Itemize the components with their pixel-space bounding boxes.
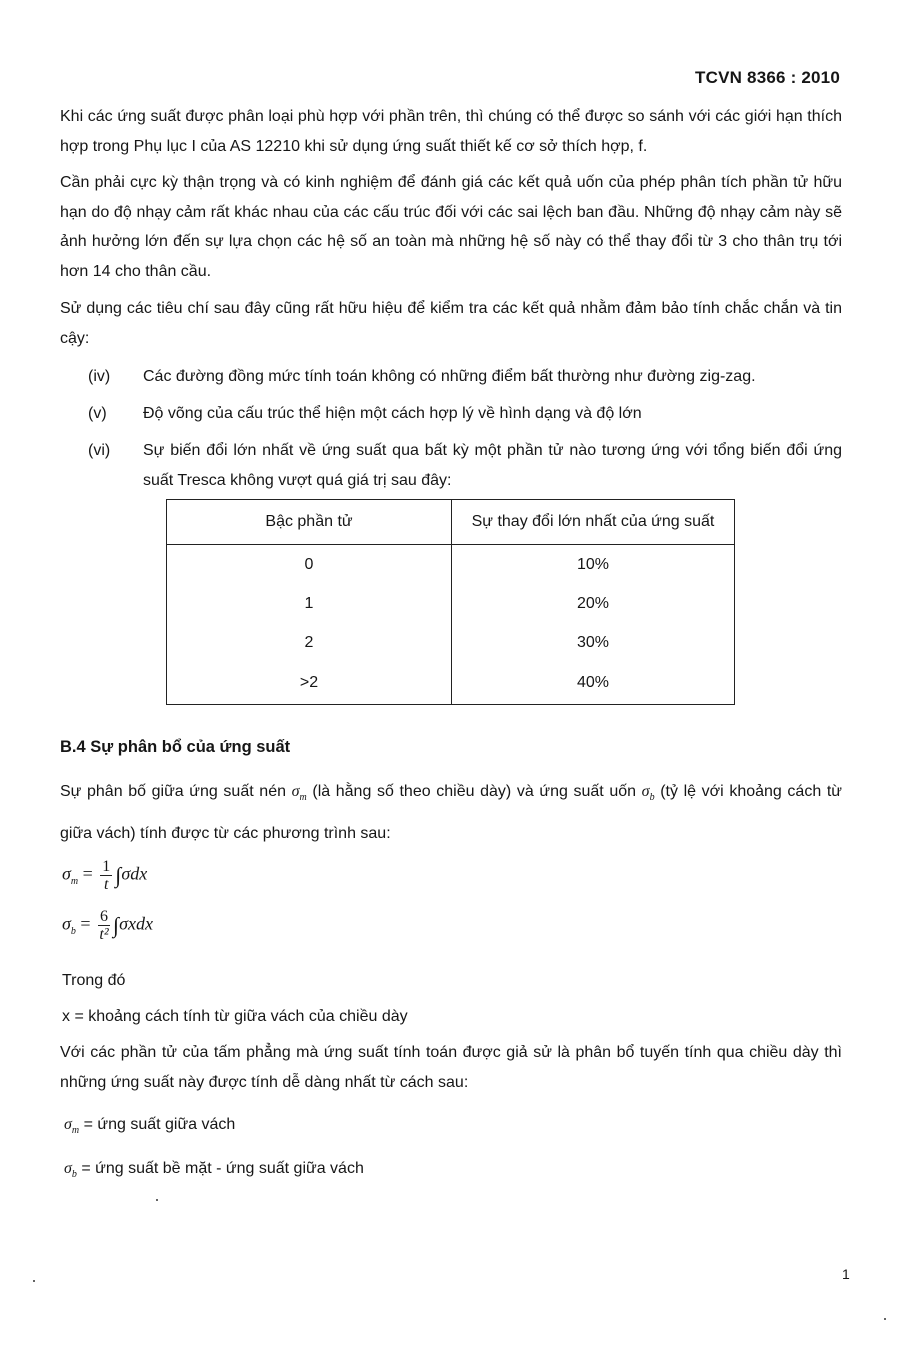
table-cell-order: 2 <box>167 623 452 662</box>
table-row <box>167 584 735 623</box>
table-row <box>167 545 735 585</box>
criteria-item <box>88 362 842 392</box>
section-heading: B.4 Sự phân bổ của ứng suất <box>60 738 291 756</box>
table-header-row <box>167 500 735 545</box>
scan-speck <box>156 1199 158 1201</box>
intro-text-c: (tỷ lệ với khoảng cách từ giữa vách) tính được từ các phương trình sau: <box>60 783 842 843</box>
criteria-text: Sự biến đổi lớn nhất về ứng suất qua bất kỳ một phần tử nào tương ứng với tổng biến đổi ứng suất Tresca không vượt quá giá trị sau đây: <box>143 442 842 489</box>
table-cell-order: >2 <box>167 662 452 705</box>
formula-bending-stress: $\sigma_b$ = $\frac{6}{\text{t²}}$ ∫σxdx <box>62 908 153 943</box>
symbol-sigma-b: $\sigma_b$ <box>641 783 655 804</box>
table-cell-order: 0 <box>167 545 452 585</box>
paragraph-stress-distribution <box>60 774 842 852</box>
criteria-text: Độ võng của cấu trúc thể hiện một cách hợp lý về hình dạng và độ lớn <box>143 405 642 422</box>
definition-sigma-m: $\sigma_m$ = ứng suất giữa vách <box>64 1116 236 1137</box>
document-standard-code: TCVN 8366 : 2010 <box>695 68 840 87</box>
paragraph-stress-comparison: Khi các ứng suất được phân loại phù hợp với phần trên, thì chúng có thể được so sánh với các giới hạn thích hợp trong Phụ lục I của AS 12210 khi sử dụng ứng suất thiết kế cơ sở thích hợp, f. <box>60 108 842 155</box>
column-header-max-stress-change: Sự thay đổi lớn nhất của ứng suất <box>452 500 735 545</box>
formula-membrane-stress: $\sigma_m$ = $\frac{1}{t}$ ∫σdx <box>62 858 148 893</box>
symbol-sigma-m: $\sigma_m$ <box>291 783 307 804</box>
where-label: Trong đó <box>62 972 126 989</box>
paragraph-criteria-intro: Sử dụng các tiêu chí sau đây cũng rất hữu hiệu để kiểm tra các kết quả nhằm đảm bảo tính chắc chắn và tin cậy: <box>60 300 842 347</box>
table-cell-change: 20% <box>576 594 610 612</box>
table-cell-change: 10% <box>576 555 610 573</box>
criteria-text: Các đường đồng mức tính toán không có những điểm bất thường như đường zig-zag. <box>143 368 756 385</box>
paragraph-flat-plate: Với các phần tử của tấm phẳng mà ứng suất tính toán được giả sử là phân bổ tuyến tính qua chiều dày thì những ứng suất này được tính dễ dàng nhất từ cách sau: <box>60 1044 842 1091</box>
scan-speck <box>33 1280 35 1282</box>
table-row <box>167 623 735 662</box>
criteria-number: (iv) <box>88 368 111 385</box>
criteria-number: (vi) <box>88 442 111 459</box>
definition-sigma-b: $\sigma_b$ = ứng suất bề mặt - ứng suất giữa vách <box>64 1160 364 1181</box>
criteria-number: (v) <box>88 405 107 422</box>
paragraph-bending-sensitivity: Cần phải cực kỳ thận trọng và có kinh nghiệm để đánh giá các kết quả uốn của phép phân tích phần tử hữu hạn do độ nhạy cảm rất khác nhau của các cấu trúc đối với các sai lệch ban đầu. Những độ nhạy cảm này sẽ ảnh hưởng lớn đến sự lựa chọn các hệ số an toàn mà những hệ số này có thể thay đổi từ 3 cho thân trụ tới hơn 14 cho thân cầu. <box>60 174 842 280</box>
scan-speck <box>884 1318 886 1320</box>
criteria-item <box>88 436 842 496</box>
table-cell-change: 40% <box>576 674 610 691</box>
criteria-item <box>88 399 842 429</box>
page-number: 1 <box>842 1266 850 1282</box>
x-definition: x = khoảng cách tính từ giữa vách của chiều dày <box>62 1008 408 1025</box>
table-cell-change: 30% <box>576 633 610 651</box>
intro-text-a: Sự phân bố giữa ứng suất nén <box>60 783 286 800</box>
intro-text-b: (là hằng số theo chiều dày) và ứng suất uốn <box>312 783 637 800</box>
table-row <box>167 662 735 705</box>
stress-change-table <box>166 499 735 705</box>
column-header-element-order: Bậc phần tử <box>167 500 452 545</box>
table-cell-order: 1 <box>167 584 452 623</box>
